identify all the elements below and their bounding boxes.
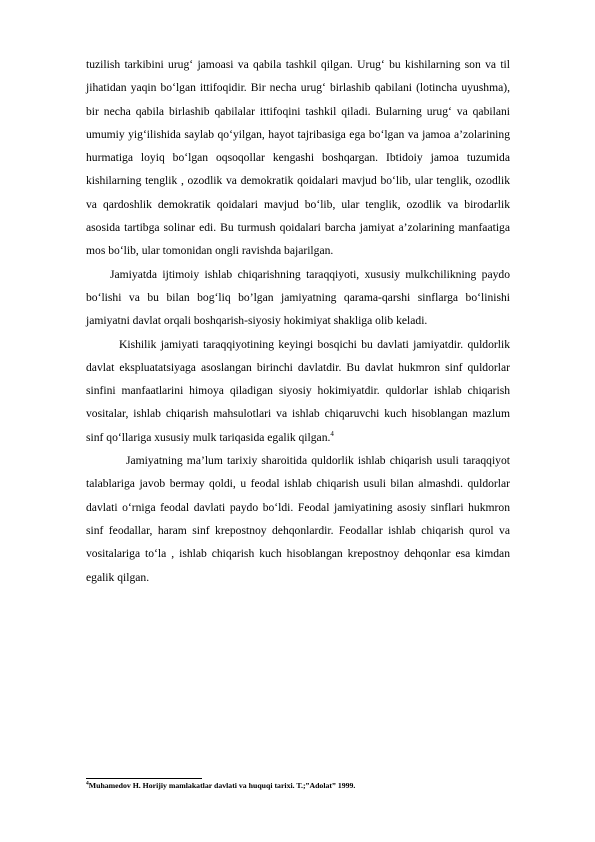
paragraph-3-text: Kishilik jamiyati taraqqiyotining keyingi bosqichi bu davlati jamiyatdir. quldorlik davlat ekspluatatsiyaga asoslangan birinchi davlatdir. Bu davlat hukmron sinf quldorlar sinfini manfaatlarini himoya qiladigan siyosiy hokimiyatdir. quldorlar ishlab chiqarish vositalar, ishlab chiqarish mahsulotlari va ishlab chiqaruvchi kuch hisoblangan mazlum sinf qo‘llariga xususiy mulk tariqasida egalik qilgan. bbox=[86, 337, 510, 444]
footnote-text: Muhamedov H. Horijiy mamlakatlar davlati va huquqi tarixi. T.;”Adolat” 1999. bbox=[88, 781, 356, 790]
paragraph-4: Jamiyatning ma’lum tarixiy sharoitida quldorlik ishlab chiqarish usuli taraqqiyot talablariga javob bermay qoldi, u feodal ishlab chiqarish usuli bilan almashdi. quldorlar davlati o‘rniga feodal davlati paydo bo‘ldi. Feodal jamiyatining asosiy sinflari hukmron sinf feodallar, haram sinf krepostnoy dehqonlardir. Feodallar ishlab chiqarish qurol va vositalariga to‘la , ishlab chiqarish kuch hisoblangan krepostnoy dehqonlar esa kimdan egalik qilgan. bbox=[86, 454, 510, 584]
paragraph-3 bbox=[86, 333, 510, 449]
footnote-number: 4 bbox=[86, 780, 89, 787]
footnote bbox=[86, 781, 510, 791]
paragraph-1: tuzilish tarkibini urug‘ jamoasi va qabila tashkil qilgan. Urug‘ bu kishilarning son va til jihatidan yaqin bo‘lgan ittifoqidir. Bir necha urug‘ birlashib qabilani (lotincha uyushma), bir necha qabila birlashib qabilalar ittifoqini tashkil qiladi. Bularning urug‘ va qabilani umumiy yig‘ilishida saylab qo‘yilgan, hayot tajribasiga ega bo‘lgan va jamoa a’zolarining hurmatiga loyiq bo‘lgan oqsoqollar kengashi boshqargan. Ibtidoiy jamoa tuzumida kishilarning tenglik , ozodlik va demokratik qoidalari mavjud bo‘lib, ular tenglik, ozodlik va qardoshlik demokratik qoidalari mavjud bo‘lib, ular tenglik, ozodlik va birodarlik asosida tartibga solinar edi. Bu turmush qoidalari barcha jamiyat a’zolarining manfaatiga mos bo‘lib, ular tomonidan ongli ravishda bajarilgan. bbox=[86, 58, 510, 258]
paragraph-2: Jamiyatda ijtimoiy ishlab chiqarishning taraqqiyoti, xususiy mulkchilikning paydo bo‘lishi va bu bilan bog‘liq bo’lgan jamiyatning qarama-qarshi sinflarga bo‘linishi jamiyatni davlat orqali boshqarish-siyosiy hokimiyat shakliga olib keladi. bbox=[86, 267, 510, 328]
footnote-separator bbox=[86, 778, 202, 779]
body-text bbox=[86, 53, 510, 589]
footnote-reference: 4 bbox=[330, 429, 334, 438]
